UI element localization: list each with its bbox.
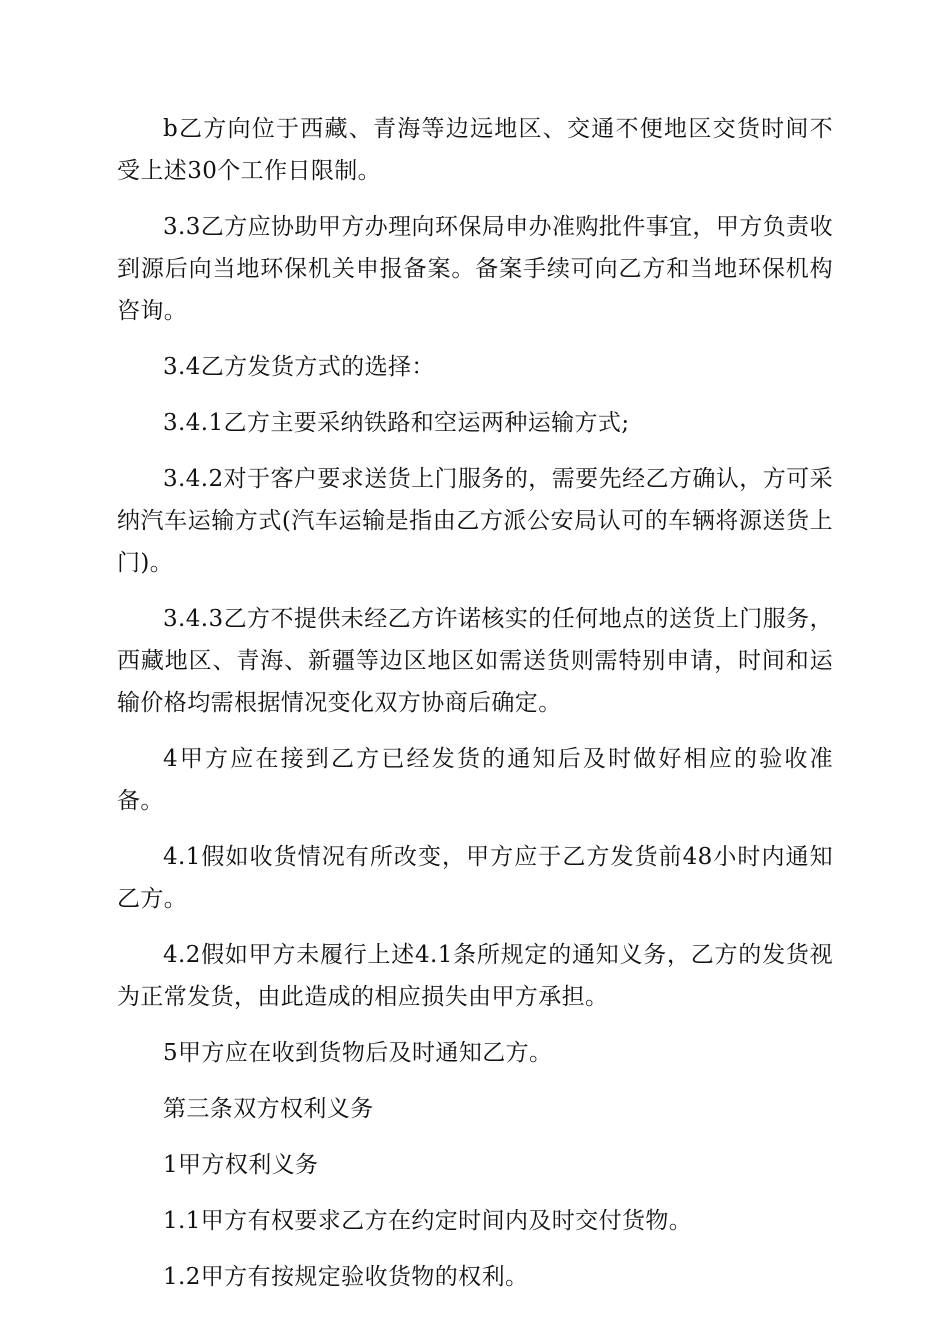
paragraph-3-4-1: 3.4.1乙方主要采纳铁路和空运两种运输方式;	[163, 410, 630, 436]
paragraph-1-1: 1.1甲方有权要求乙方在约定时间内及时交付货物。	[163, 1208, 693, 1234]
paragraph-3-4-3: 3.4.3乙方不提供未经乙方许诺核实的任何地点的送货上门服务，西藏地区、青海、新疆等边区地区如需送货则需特别申请，时间和运输价格均需根据情况变化双方协商后确定。	[117, 606, 833, 716]
paragraph-4-2: 4.2假如甲方未履行上述4.1条所规定的通知义务，乙方的发货视为正常发货，由此造成的相应损失由甲方承担。	[117, 942, 833, 1010]
paragraph-4-1: 4.1假如收货情况有所改变，甲方应于乙方发货前48小时内通知乙方。	[117, 844, 833, 912]
paragraph-3-3: 3.3乙方应协助甲方办理向环保局申办准购批件事宜，甲方负责收到源后向当地环保机关申报备案。备案手续可向乙方和当地环保机构咨询。	[117, 214, 833, 324]
section-heading-article-3: 第三条双方权利义务	[163, 1096, 374, 1122]
paragraph-3-4-2: 3.4.2对于客户要求送货上门服务的，需要先经乙方确认，方可采纳汽车运输方式(汽车运输是指由乙方派公安局认可的车辆将源送货上门)。	[117, 466, 833, 576]
paragraph-delivery-remote-areas: b乙方向位于西藏、青海等边远地区、交通不便地区交货时间不受上述30个工作日限制。	[117, 116, 833, 184]
paragraph-1-2: 1.2甲方有按规定验收货物的权利。	[163, 1264, 529, 1290]
paragraph-3-4: 3.4乙方发货方式的选择：	[163, 354, 435, 380]
document-page	[117, 108, 833, 1312]
paragraph-1: 1甲方权利义务	[163, 1152, 319, 1178]
paragraph-4: 4甲方应在接到乙方已经发货的通知后及时做好相应的验收准备。	[117, 746, 833, 814]
paragraph-5: 5甲方应在收到货物后及时通知乙方。	[163, 1040, 553, 1066]
